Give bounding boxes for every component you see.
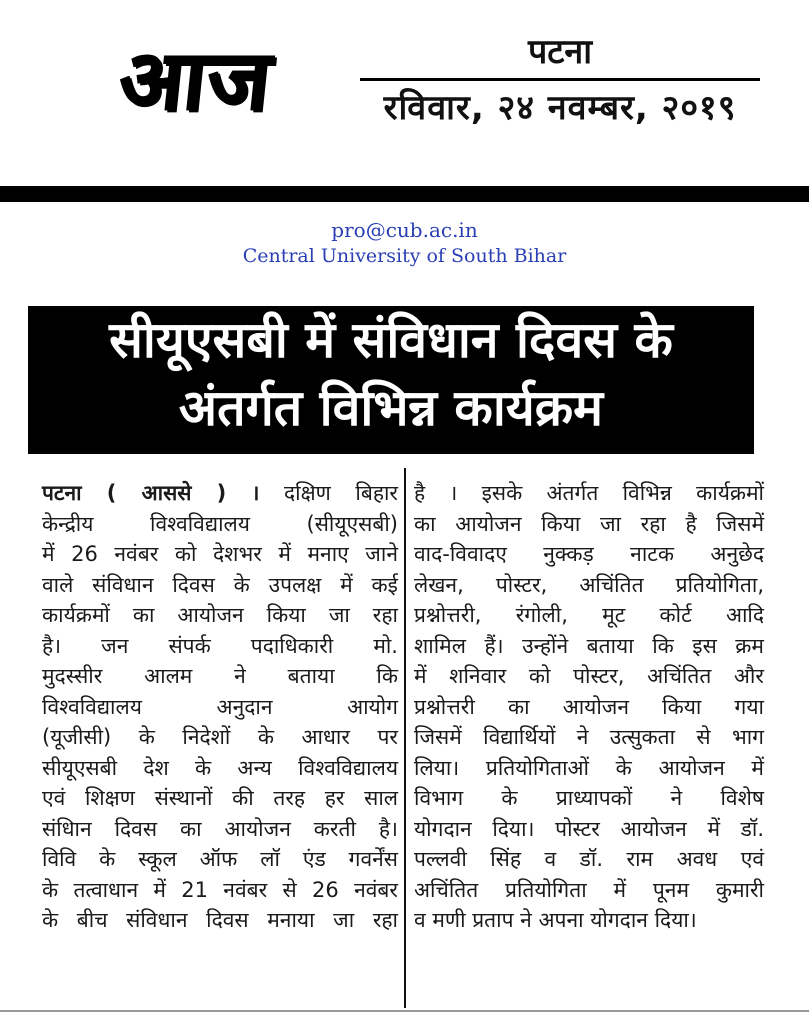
article-line: है। जन संपर्क पदाधिकारी मो. — [42, 633, 398, 658]
article-line: वाले संविधान दिवस के उपलक्ष में कई — [42, 572, 398, 597]
organization-name: Central University of South Bihar — [242, 245, 567, 267]
column-divider — [404, 468, 406, 1008]
article-line: में शनिवार को पोस्टर, अचिंतित और — [414, 664, 764, 688]
article-line: संधिान दिवस का आयोजन करती है। — [42, 816, 398, 841]
article-line: विवि के स्कूल ऑफ लॉ एंड गवर्नेंस — [42, 847, 398, 871]
article-line: (यूजीसी) के निदेशों के आधार पर — [42, 725, 398, 749]
article-line: है । इसके अंतर्गत विभिन्न कार्यक्रमों — [414, 481, 764, 505]
article-dateline: पटना ( आससे ) । — [42, 481, 260, 505]
article-line: विभाग के प्राध्यापकों ने विशेष — [414, 786, 764, 810]
article-line: व मणी प्रताप ने अपना योगदान दिया। — [414, 908, 697, 932]
article-line: जिसमें विद्यार्थियों ने उत्सुकता से भाग — [414, 725, 764, 749]
article-line: लेखन, पोस्टर, अचिंतित प्रतियोगिता, — [414, 572, 764, 597]
article-line — [42, 478, 398, 509]
article-line: मुदस्सीर आलम ने बताया कि — [42, 664, 398, 688]
article-line: के तत्वाधान में 21 नवंबर से 26 नवंबर — [42, 877, 398, 902]
page-bottom-rule — [0, 1010, 809, 1012]
newspaper-logo: आज — [114, 31, 278, 129]
article-line: में 26 नवंबर को देशभर में मनाए जाने — [42, 542, 398, 566]
article-line: योगदान दिया। पोस्टर आयोजन में डॉ. — [414, 816, 764, 841]
article-line: प्रश्नोत्तरी, रंगोली, मूट कोर्ट आदि — [414, 603, 764, 627]
article-line: विश्वविद्यालय अनुदान आयोग — [42, 694, 398, 719]
article-line-text: दक्षिण बिहार — [284, 481, 399, 505]
headline-line-2: अंतर्गत विभिन्न कार्यक्रम — [178, 379, 604, 437]
article-line: सीयूएसबी देश के अन्य विश्वविद्यालय — [42, 755, 398, 780]
article-column-left — [42, 478, 398, 1008]
article-line: पल्लवी सिंह व डॉ. राम अवध एवं — [414, 847, 764, 871]
article-line: प्रश्नोत्तरी का आयोजन किया गया — [414, 694, 764, 719]
headline-line-1: सीयूएसबी में संविधान दिवस के — [109, 311, 673, 369]
contact-email: pro@cub.ac.in — [331, 218, 478, 242]
article-line: शामिल हैं। उन्होंने बताया कि इस क्रम — [414, 633, 764, 658]
article-line: लिया। प्रतियोगिताओं के आयोजन में — [414, 755, 764, 780]
article-line: के बीच संविधान दिवस मनाया जा रहा — [42, 908, 398, 932]
masthead-divider — [360, 78, 760, 81]
article-line: का आयोजन किया जा रहा है जिसमें — [414, 511, 764, 536]
article-column-right — [414, 478, 764, 1008]
article-line: केन्द्रीय विश्वविद्यालय (सीयूएसबी) — [42, 511, 398, 536]
article-line: एवं शिक्षण संस्थानों की तरह हर साल — [42, 786, 398, 810]
article-line: कार्यक्रमों का आयोजन किया जा रहा — [42, 603, 398, 627]
headline-banner — [28, 306, 754, 454]
article-line: अचिंतित प्रतियोगिता में पूनम कुमारी — [414, 877, 764, 902]
edition-date: रविवार, २४ नवम्बर, २०१९ — [383, 88, 737, 128]
article-line: वाद-विवादए नुक्कड़ नाटक अनुछेद — [414, 542, 764, 566]
edition-city: पटना — [527, 32, 593, 72]
masthead-bottom-rule — [0, 186, 809, 202]
